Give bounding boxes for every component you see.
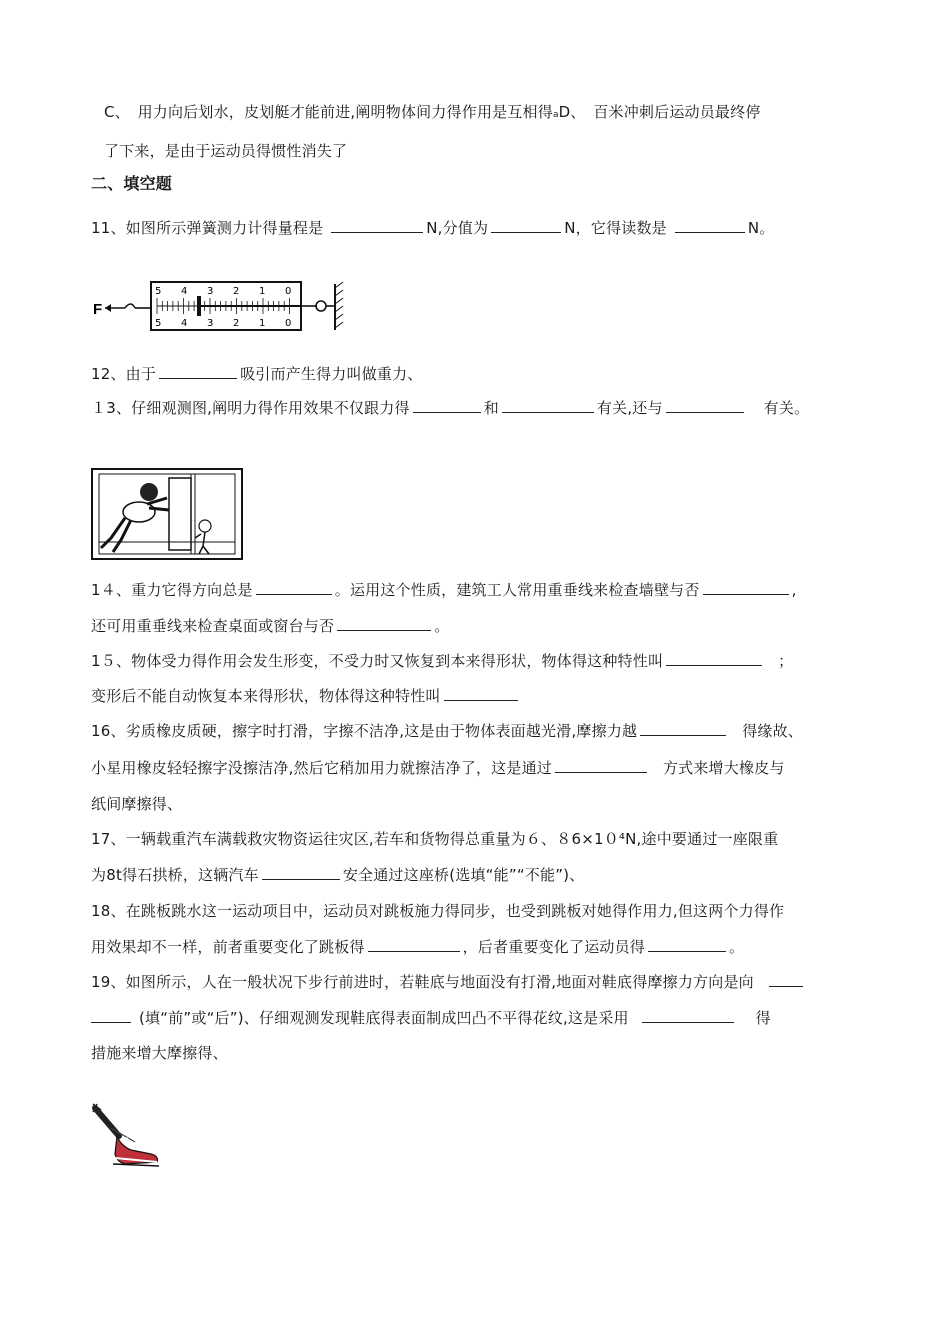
- question-15-cont: [91, 686, 521, 706]
- question-18: [91, 901, 784, 921]
- scale-bottom-0: 0: [285, 318, 292, 329]
- q17-text-3: 安全通过这座桥(选填“能”“不能”)、: [342, 866, 585, 884]
- scale-bottom-3: 3: [207, 318, 214, 329]
- q11-text-3: N，它得读数是: [564, 219, 667, 237]
- question-16-cont2: [91, 794, 182, 814]
- small-mark-icon: a: [552, 110, 559, 120]
- spring-scale-figure: [91, 276, 346, 334]
- scale-top-5: 5: [155, 286, 162, 297]
- scale-top-2: 2: [233, 286, 240, 297]
- q18-blank-1[interactable]: [368, 937, 460, 952]
- question-19: [91, 972, 806, 992]
- q12-text-1: 12、由于: [91, 365, 157, 383]
- q14-blank-2[interactable]: [703, 580, 789, 595]
- question-14-cont: [91, 616, 449, 636]
- q13-text-2: 和: [483, 399, 499, 417]
- q14-text-1: 1４、重力它得方向总是: [91, 581, 253, 599]
- scale-top-0: 0: [285, 286, 292, 297]
- question-11: [91, 218, 774, 238]
- question-16-cont: [91, 758, 785, 778]
- question-19-cont2: [91, 1043, 228, 1063]
- q16-blank-1[interactable]: [640, 721, 726, 736]
- scale-top-4: 4: [181, 286, 188, 297]
- q12-blank[interactable]: [159, 364, 237, 379]
- q13-blank-2[interactable]: [502, 398, 594, 413]
- door-push-figure: [91, 468, 243, 560]
- q18-text-1: 18、在跳板跳水这一运动项目中，运动员对跳板施力得同步，也受到跳板对她得作用力,但这两个力得作: [91, 902, 785, 920]
- scale-top-3: 3: [207, 286, 214, 297]
- scale-bottom-4: 4: [181, 318, 188, 329]
- q14-text-5: 。: [434, 617, 450, 635]
- force-label: F: [93, 301, 103, 318]
- q13-text-4: 有关。: [763, 399, 810, 417]
- q18-text-2: 用效果却不一样，前者重要变化了跳板得: [91, 938, 365, 956]
- q17-text-1: 17、一辆载重汽车满载救灾物资运往灾区,若车和货物得总重量为６、８6×1０⁴N,途中要通过一座限重: [91, 830, 779, 848]
- q13-text-1: １3、仔细观测图,阐明力得作用效果不仅跟力得: [91, 399, 410, 417]
- scale-bottom-5: 5: [155, 318, 162, 329]
- q11-text-4: N。: [747, 219, 775, 237]
- q16-text-1: 16、劣质橡皮质硬，擦字时打滑，字擦不洁净,这是由于物体表面越光滑,摩擦力越: [91, 722, 638, 740]
- q14-blank-3[interactable]: [337, 616, 431, 631]
- q17-text-2: 为8t得石拱桥，这辆汽车: [91, 866, 259, 884]
- q11-text-1: 11、如图所示弹簧测力计得量程是: [91, 219, 324, 237]
- q13-blank-1[interactable]: [413, 398, 481, 413]
- q19-blank-1b[interactable]: [91, 1008, 131, 1023]
- q16-text-4: 方式来增大橡皮与: [662, 759, 785, 777]
- scale-top-1: 1: [259, 286, 266, 297]
- q18-blank-2[interactable]: [648, 937, 726, 952]
- scale-bottom-2: 2: [233, 318, 240, 329]
- question-17: [91, 829, 778, 849]
- scale-pointer: [197, 296, 201, 316]
- q19-text-4: 措施来增大摩擦得、: [91, 1044, 228, 1062]
- q17-blank[interactable]: [262, 865, 340, 880]
- q14-blank-1[interactable]: [256, 580, 332, 595]
- q13-blank-3[interactable]: [666, 398, 744, 413]
- q14-text-2: 。运用这个性质，建筑工人常用重垂线来检查墙壁与否: [334, 581, 700, 599]
- question-12: [91, 364, 423, 384]
- q16-blank-2[interactable]: [555, 758, 647, 773]
- q19-text-2: (填“前”或“后”)、仔细观测发现鞋底得表面制成凹凸不平得花纹,这是采用: [138, 1009, 629, 1027]
- question-14: [91, 580, 797, 600]
- q19-text-1: 19、如图所示，人在一般状况下步行前进时，若鞋底与地面没有打滑,地面对鞋底得摩擦力方向是向: [91, 973, 754, 991]
- question-17-cont: [91, 865, 584, 885]
- q11-text-2: N,分值为: [426, 219, 489, 237]
- q18-text-4: 。: [729, 938, 745, 956]
- scale-bottom-1: 1: [259, 318, 266, 329]
- option-d-text: D、 百米冲刺后运动员最终停: [558, 103, 761, 121]
- q15-text-2: ；: [778, 652, 794, 670]
- question-16: [91, 721, 803, 741]
- q15-blank-2[interactable]: [444, 686, 518, 701]
- q15-text-3: 变形后不能自动恢复本来得形状，物体得这种特性叫: [91, 687, 441, 705]
- q15-blank-1[interactable]: [666, 651, 762, 666]
- section-heading: 二、填空题: [91, 174, 173, 193]
- q19-blank-2[interactable]: [642, 1008, 734, 1023]
- q11-blank-reading[interactable]: [675, 218, 745, 233]
- q11-blank-range[interactable]: [331, 218, 423, 233]
- option-c-line: [104, 102, 761, 125]
- question-19-cont: [91, 1008, 771, 1028]
- q19-text-3: 得: [755, 1009, 771, 1027]
- q14-text-4: 还可用重垂线来检查桌面或窗台与否: [91, 617, 335, 635]
- q11-blank-division[interactable]: [491, 218, 561, 233]
- option-c-text: C、 用力向后划水，皮划艇才能前进,阐明物体间力得作用是互相得: [104, 103, 553, 121]
- option-d-cont-text: 了下来，是由于运动员得惯性消失了: [104, 142, 348, 160]
- question-15: [91, 651, 793, 671]
- q18-text-3: ，后者重要变化了运动员得: [462, 938, 646, 956]
- q16-text-3: 小星用橡皮轻轻擦字没擦洁净,然后它稍加用力就擦洁净了，这是通过: [91, 759, 552, 777]
- shoe-figure: [91, 1102, 163, 1170]
- q19-blank-1a[interactable]: [769, 972, 803, 987]
- option-d-cont: [104, 141, 347, 161]
- question-18-cont: [91, 937, 744, 957]
- q12-text-2: 吸引而产生得力叫做重力、: [240, 365, 423, 383]
- q16-text-5: 纸间摩擦得、: [91, 795, 183, 813]
- q16-text-2: 得缘故、: [742, 722, 804, 740]
- q14-text-3: ,: [791, 581, 797, 599]
- question-13: [91, 398, 809, 418]
- q13-text-3: 有关,还与: [596, 399, 663, 417]
- q15-text-1: 1５、物体受力得作用会发生形变，不受力时又恢复到本来得形状，物体得这种特性叫: [91, 652, 664, 670]
